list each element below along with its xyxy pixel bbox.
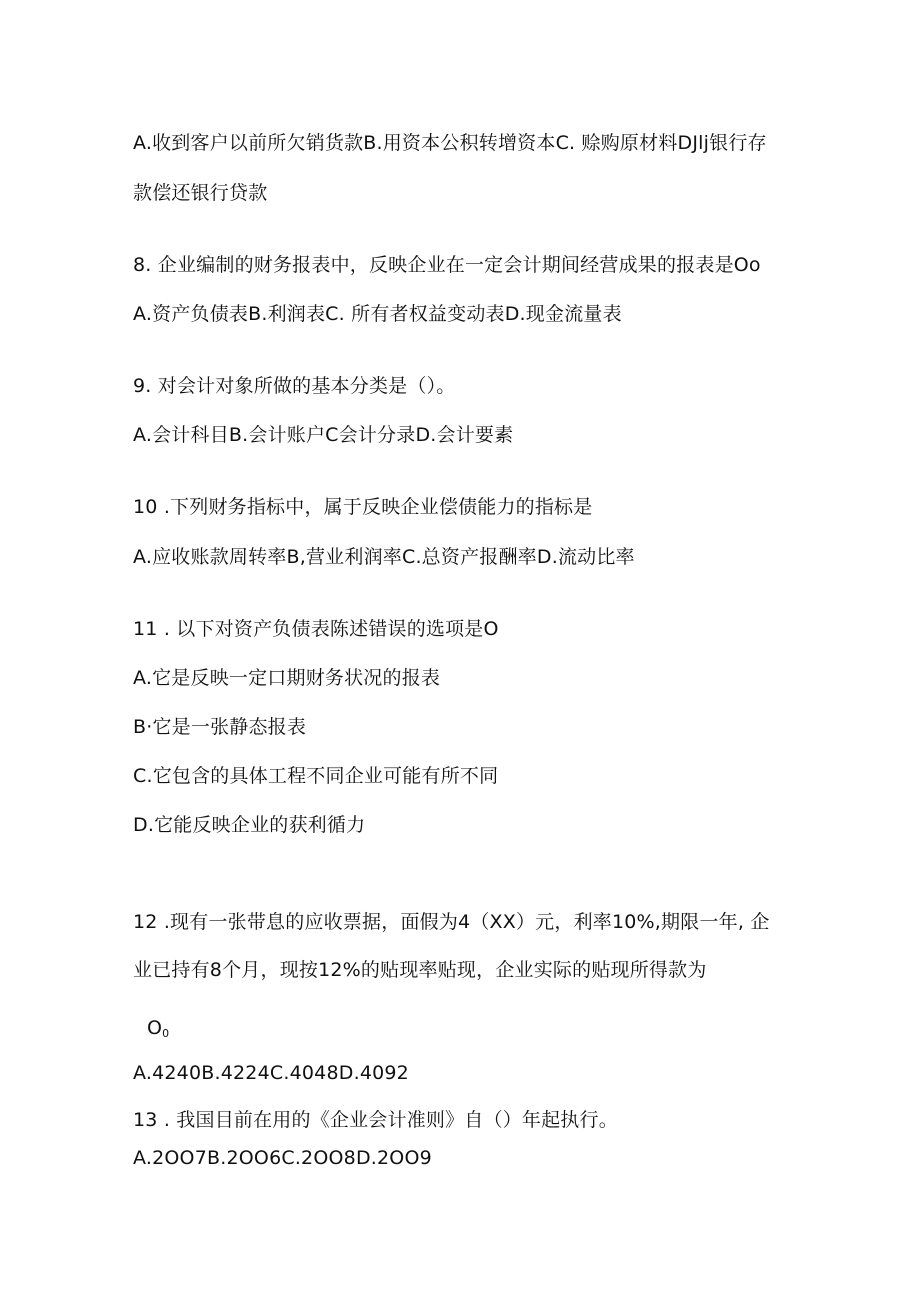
q10-options: A.应收账款周转率B,营业利润率C.总资产报酬率D.流动比率 — [133, 546, 635, 568]
q11-option-a: A.它是反映一定口期财务状况的报表 — [133, 667, 441, 689]
q12-blank-main: O — [147, 1017, 163, 1039]
q11-option-b: B·它是一张静态报表 — [133, 716, 307, 738]
q13-question: 13 . 我国目前在用的《企业会计准则》自（）年起执行。 — [133, 1109, 618, 1131]
q12-options: A.4240B.4224C.4048D.4092 — [133, 1062, 409, 1084]
q8-options: A.资产负债表B.利润表C. 所有者权益变动表D.现金流量表 — [133, 303, 622, 325]
q9-options: A.会计科目B.会计账户C会计分录D.会计要素 — [133, 424, 514, 446]
q7-options-line-1: A.收到客户以前所欠销货款B.用资本公积转增资本C. 赊购原材料DJlj银行存 — [133, 132, 767, 154]
q12-blank-subscript: 0 — [162, 1027, 170, 1040]
q8-question: 8. 企业编制的财务报表中，反映企业在一定会计期间经营成果的报表是Oo — [133, 254, 761, 276]
q11-option-c: C.它包含的具体工程不同企业可能有所不同 — [133, 765, 499, 787]
q7-options-line-2: 款偿还银行贷款 — [133, 182, 268, 204]
q9-question: 9. 对会计对象所做的基本分类是（）。 — [133, 375, 456, 397]
q12-question-line-1: 12 .现有一张带息的应收票据，面假为4（XX）元，利率10%,期限一年, 企 — [133, 911, 770, 933]
q12-answer-blank — [147, 1016, 169, 1046]
q12-question-line-2: 业已持有8个月，现按12%的贴现率贴现，企业实际的贴现所得款为 — [133, 959, 707, 981]
q10-question: 10 .下列财务指标中，属于反映企业偿债能力的指标是 — [133, 496, 593, 518]
q11-option-d: D.它能反映企业的获利循力 — [133, 814, 366, 836]
q13-options: A.2OO7B.2OO6C.2OO8D.2OO9 — [133, 1147, 432, 1169]
q11-question: 11 . 以下对资产负债表陈述错误的选项是O — [133, 618, 499, 640]
